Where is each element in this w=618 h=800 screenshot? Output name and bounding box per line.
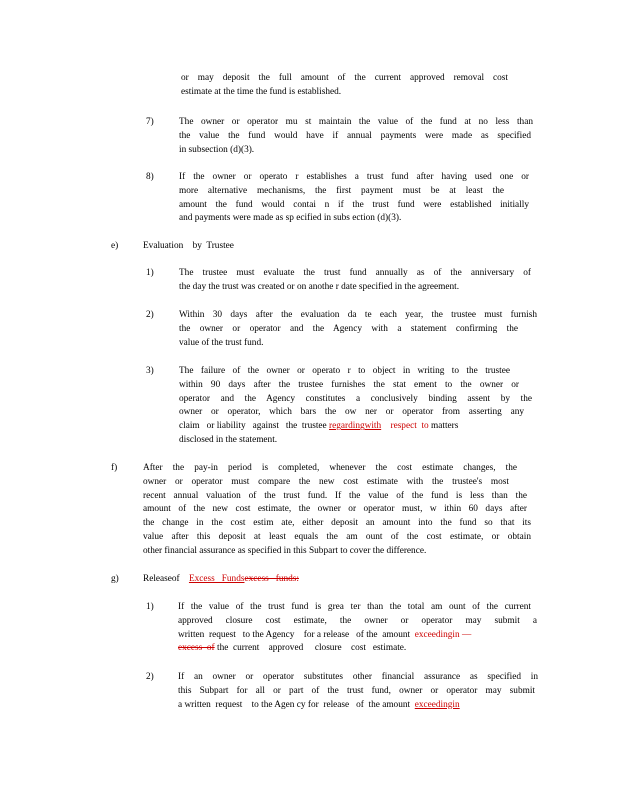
- text-line: within 90 days after the trustee furnishes the stat ement to the owner or: [179, 379, 519, 390]
- text-line: The trustee must evaluate the trust fund annually as of the anniversary of: [179, 268, 531, 278]
- text-line: The owner or operator mu st maintain the value of the fund at no less than: [179, 117, 533, 127]
- heading-text: Releaseof: [143, 574, 180, 584]
- text-line: value of the trust fund.: [179, 337, 264, 348]
- text-line: more alternative mechanisms, the first payment must be at least the: [179, 185, 504, 196]
- item-7-text: [179, 116, 533, 157]
- text-line-with-revision: [179, 420, 532, 434]
- item-8-text: [179, 171, 529, 226]
- inserted-text: exceedingin: [414, 629, 460, 640]
- text-line: If the owner or operato r establishes a trust fund after having used one or: [179, 172, 529, 182]
- section-label-g: g): [111, 574, 119, 584]
- text-line: amount the fund would contai n if the trust fund were established initially: [179, 199, 529, 210]
- text-line: operator and the Agency constitutes a conclusively binding assent by the: [179, 393, 532, 404]
- text-line: the day the trust was created or on anothe r date specified in the agreement.: [179, 281, 460, 292]
- text-line: the owner or operator and the Agency with a statement confirming the: [179, 323, 518, 334]
- text-line: After the pay-in period is completed, whenever the cost estimate changes, the: [143, 463, 517, 473]
- text-line-with-revision: [178, 642, 531, 656]
- text-segment: matters: [428, 421, 459, 432]
- item-e2-text: [179, 309, 537, 350]
- deleted-text: excess of: [178, 643, 215, 654]
- text-line: approved closure cost estimate, the owner or operator may submit a: [178, 615, 537, 626]
- text-line: owner or operator, which bars the ow ner or operator from asserting any: [179, 407, 524, 418]
- text-line: the value the fund would have if annual payments were made as specified: [179, 130, 531, 141]
- item-label-e2: 2): [146, 310, 154, 320]
- inserted-text: exceedingin: [414, 699, 460, 710]
- text-line: disclosed in the statement.: [179, 434, 278, 445]
- text-line: Within 30 days after the evaluation da te each year, the trustee must furnish: [179, 310, 537, 320]
- inserted-text: respect to: [390, 421, 429, 432]
- section-label-f: f): [111, 463, 118, 473]
- text-segment: claim or liability against the trustee: [179, 421, 330, 432]
- text-line: estimate at the time the fund is established.: [181, 86, 342, 97]
- inserted-text: Excess Funds: [188, 574, 245, 584]
- text-segment: a written request to the Agen cy for release of the amount: [178, 699, 415, 710]
- item-label-g2: 2): [146, 672, 154, 682]
- item-e1-text: [179, 267, 531, 295]
- text-line: If the value of the trust fund is grea ter than the total am ount of the current: [178, 602, 531, 612]
- text-line: recent annual valuation of the trust fund. If the value of the fund is less than the: [143, 490, 527, 501]
- text-line: value after this deposit at least equals the am ount of the cost estimate, or obtain: [143, 531, 531, 542]
- continuation-paragraph: [181, 72, 508, 100]
- text-line: or may deposit the full amount of the current approved removal cost: [181, 73, 508, 83]
- section-e-heading: Evaluation by Trustee: [143, 241, 234, 251]
- text-line: amount of the new cost estimate, the owner or operator must, w ithin 60 days after: [143, 504, 527, 515]
- item-label-e3: 3): [146, 366, 154, 376]
- item-g2-text: [178, 671, 538, 712]
- inserted-text: regardingwith: [329, 421, 382, 432]
- section-label-e: e): [111, 241, 119, 251]
- text-line-with-revision: [178, 699, 538, 713]
- text-segment: written request to the Agency for a release of the amount: [178, 629, 415, 640]
- text-line-with-revision: [178, 629, 531, 643]
- text-segment: the current approved closure cost estimate.: [214, 643, 407, 654]
- item-label-7: 7): [146, 117, 154, 127]
- text-line: the change in the cost estim ate, either deposit an amount into the fund so that its: [143, 518, 531, 529]
- item-label-8: 8): [146, 172, 154, 182]
- section-f-text: [143, 462, 531, 559]
- text-line: and payments were made as sp ecified in subs ection (d)(3).: [179, 213, 402, 224]
- text-line: owner or operator must compare the new cost estimate with the trustee's most: [143, 476, 509, 487]
- item-label-e1: 1): [146, 268, 154, 278]
- section-g-heading: [143, 573, 299, 587]
- text-line: If an owner or operator substitutes other financial assurance as specified in: [178, 672, 538, 682]
- item-label-g1: 1): [146, 602, 154, 612]
- text-line: in subsection (d)(3).: [179, 144, 255, 155]
- text-line: this Subpart for all or part of the trust fund, owner or operator may submit: [178, 685, 535, 696]
- text-line: The failure of the owner or operato r to object in writing to the trustee: [179, 366, 510, 376]
- text-line: other financial assurance as specified in this Subpart to cover the difference.: [143, 545, 427, 556]
- item-g1-text: [178, 601, 537, 656]
- deleted-text: —: [459, 629, 472, 640]
- item-e3-text: [179, 365, 532, 448]
- deleted-text: excess funds:: [244, 574, 299, 584]
